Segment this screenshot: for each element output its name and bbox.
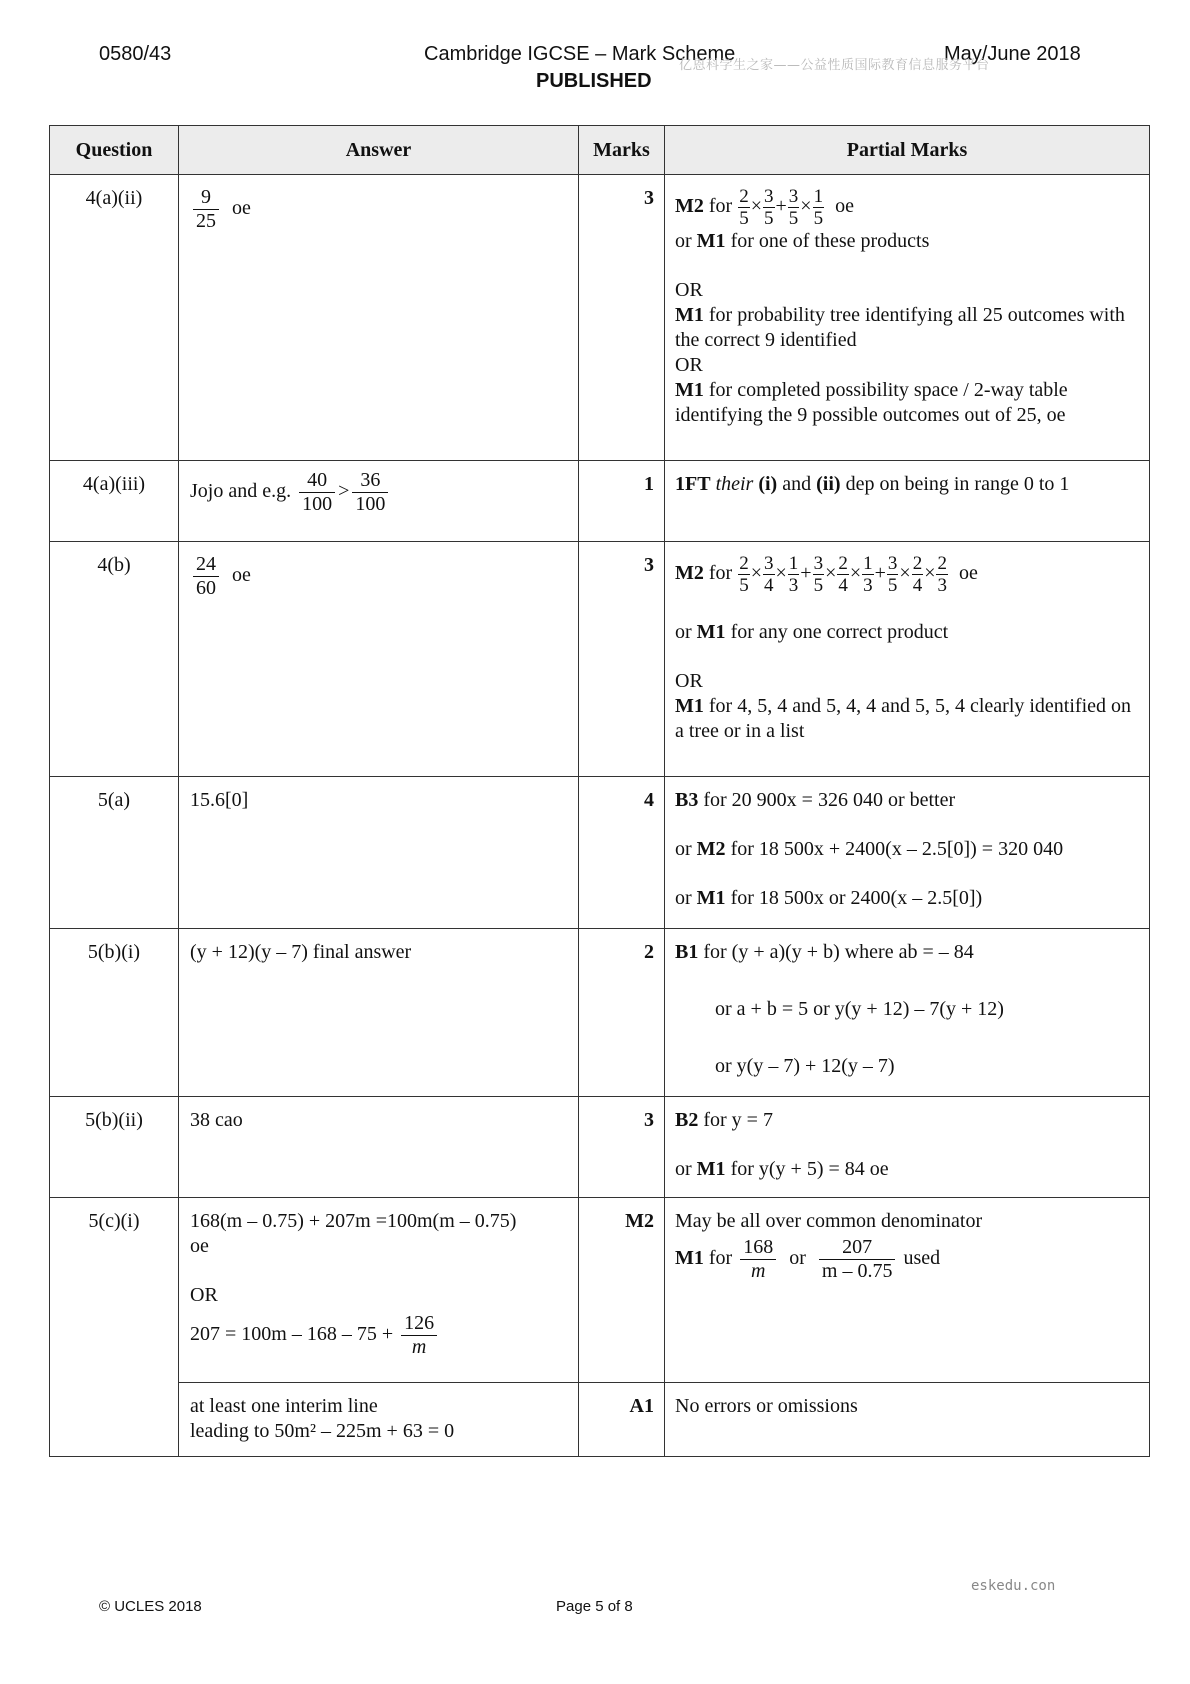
answer-cell: 168(m – 0.75) + 207m =100m(m – 0.75) oe OR 207 = 100m – 168 – 75 + $\frac{126}{m}$ [179,1198,579,1383]
product-expression: $\frac{2}{5}$ × $\frac{3}{5}$ + $\frac{3}{5}$ × $\frac{1}{5}$ [739,186,824,229]
site-watermark: eskedu.con [971,1578,1056,1594]
partial-marks-cell: May be all over common denominator M1 for $\frac{168}{m}$ or $\frac{207}{m - 0.75}$ used [665,1198,1150,1383]
question-cell: 5(b)(i) [50,929,179,1097]
answer-fraction: $\frac{9}{25}$ [193,186,219,233]
copyright: © UCLES 2018 [99,1598,202,1615]
table-row [50,929,1150,1097]
marks-cell: 4 [579,777,665,929]
question-cell: 4(b) [50,542,179,777]
table-header-row [50,126,1150,175]
answer-cell: at least one interim line leading to 50m² – 225m + 63 = 0 [179,1383,579,1457]
question-cell: 4(a)(iii) [50,461,179,542]
product-expression: $\frac{2}{5}$ × $\frac{3}{4}$ × $\frac{1}{3}$ + $\frac{3}{5}$ × $\frac{2}{4}$ × $\frac{1}{3}$ + $\frac{3}{5}$ × $\frac{2}{4}$ × $\frac{2}{3}$ [739,553,947,596]
watermark: 亿恩科学生之家——公益性质国际教育信息服务平台 [679,58,990,73]
partial-marks-cell: M2 for $\frac{2}{5}$ × $\frac{3}{5}$ + $\frac{3}{5}$ × $\frac{1}{5}$ oe or M1 for one of these products OR M1 for probability tree identifying all 25 outcomes with the correct 9 identified OR M1 for completed possibility space / 2-way table identifying the 9 possible outcomes out of 25, oe [665,175,1150,461]
partial-marks-cell: M2 for $\frac{2}{5}$ × $\frac{3}{4}$ × $\frac{1}{3}$ + $\frac{3}{5}$ × $\frac{2}{4}$ × $\frac{1}{3}$ + $\frac{3}{5}$ × $\frac{2}{4}$ × $\frac{2}{3}$ oe or M1 for any one correct product OR M1 for 4, 5, 4 and 5, 4, 4 and 5, 5, 4 clearly identified on a tree or in a list [665,542,1150,777]
marks-cell: 1 [579,461,665,542]
table-row [50,1198,1150,1383]
table-row [50,461,1150,542]
answer-cell: Jojo and e.g. $\frac{40}{100}$ > $\frac{36}{100}$ [179,461,579,542]
question-cell: 5(a) [50,777,179,929]
partial-marks-cell: B3 for 20 900x = 326 040 or better or M2 for 18 500x + 2400(x – 2.5[0]) = 320 040 or M1 for 18 500x or 2400(x – 2.5[0]) [665,777,1150,929]
marks-cell: 3 [579,1097,665,1198]
table-row [50,777,1150,929]
answer-cell: 38 cao [179,1097,579,1198]
column-header-partial-marks: Partial Marks [665,126,1150,175]
document-title: Cambridge IGCSE – Mark Scheme [424,43,736,65]
table-row [50,542,1150,777]
table-row [50,175,1150,461]
column-header-answer: Answer [179,126,579,175]
answer-cell: 15.6[0] [179,777,579,929]
table-row [50,1097,1150,1198]
answer-cell: (y + 12)(y – 7) final answer [179,929,579,1097]
table-row [50,1383,1150,1457]
column-header-question: Question [50,126,179,175]
question-cell: 4(a)(ii) [50,175,179,461]
question-cell: 5(b)(ii) [50,1097,179,1198]
marks-cell: 3 [579,175,665,461]
mark-scheme-table [49,125,1150,1457]
column-header-marks: Marks [579,126,665,175]
page-number: Page 5 of 8 [556,1598,633,1615]
published-label: PUBLISHED [536,70,652,92]
marks-cell: 2 [579,929,665,1097]
partial-marks-cell: No errors or omissions [665,1383,1150,1457]
marks-cell: M2 [579,1198,665,1383]
exam-session: May/June 2018 [944,43,1081,65]
question-cell: 5(c)(i) [50,1198,179,1457]
partial-marks-cell: 1FT their (i) and (ii) dep on being in range 0 to 1 [665,461,1150,542]
partial-marks-cell: B2 for y = 7 or M1 for y(y + 5) = 84 oe [665,1097,1150,1198]
answer-cell: $\frac{9}{25}$ oe [179,175,579,461]
partial-marks-cell: B1 for (y + a)(y + b) where ab = – 84 or a + b = 5 or y(y + 12) – 7(y + 12) or y(y – 7) + 12(y – 7) [665,929,1150,1097]
marks-cell: A1 [579,1383,665,1457]
paper-code: 0580/43 [99,43,172,65]
answer-cell: $\frac{24}{60}$ oe [179,542,579,777]
marks-cell: 3 [579,542,665,777]
